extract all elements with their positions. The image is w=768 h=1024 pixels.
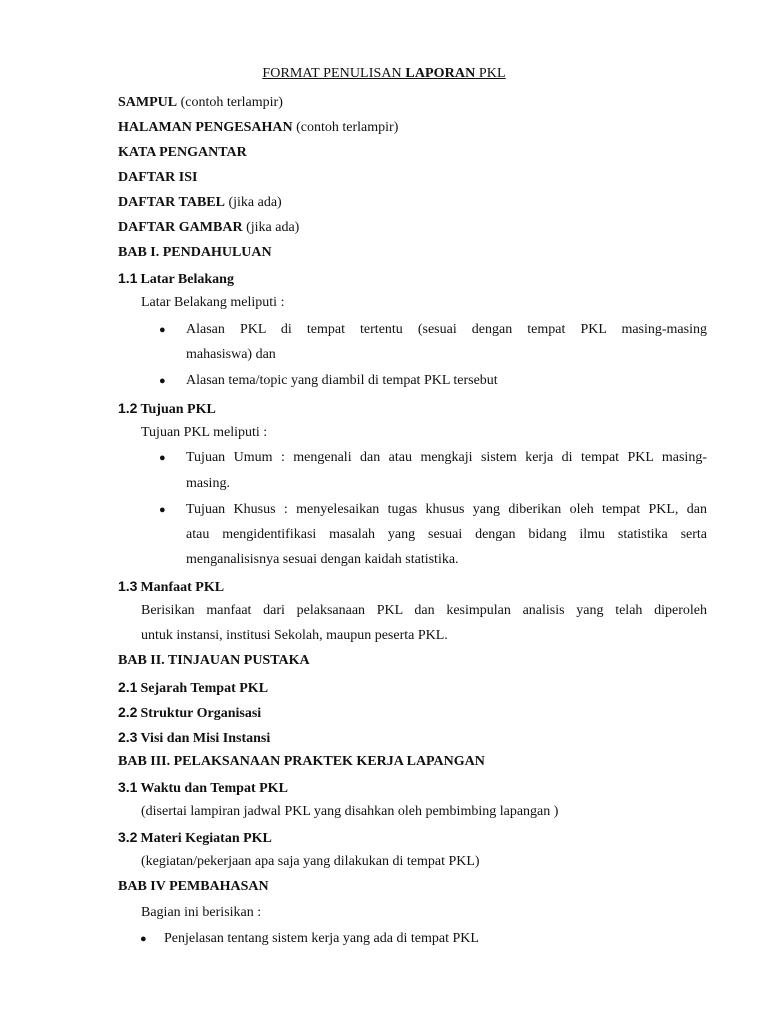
paragraph-note: (kegiatan/pekerjaan apa saja yang dilakukan di tempat PKL)	[141, 854, 480, 869]
list-item-text: atau mengidentifikasi masalah yang sesuai dengan bidang ilmu statistika serta	[186, 527, 707, 542]
subsection-1-3: 1.3 Manfaat PKL	[118, 578, 225, 595]
list-item-text: mahasiswa) dan	[186, 347, 276, 362]
section-sampul: SAMPUL (contoh terlampir)	[118, 95, 283, 110]
section-kata-pengantar: KATA PENGANTAR	[118, 145, 247, 160]
subsection-3-2: 3.2 Materi Kegiatan PKL	[118, 829, 272, 846]
page-title: FORMAT PENULISAN LAPORAN PKL	[262, 66, 506, 81]
chapter-heading-bab3: BAB III. PELAKSANAAN PRAKTEK KERJA LAPANGAN	[118, 754, 485, 769]
list-item-text: Alasan PKL di tempat tertentu (sesuai dengan tempat PKL masing-masing	[186, 322, 707, 337]
section-daftar-gambar: DAFTAR GAMBAR (jika ada)	[118, 220, 300, 235]
bullet-icon: ●	[159, 452, 166, 464]
list-item-text: menganalisisnya sesuai dengan kaidah statistika.	[186, 552, 459, 567]
chapter-heading-bab2: BAB II. TINJAUAN PUSTAKA	[118, 653, 310, 668]
chapter-heading-bab1: BAB I. PENDAHULUAN	[118, 245, 272, 260]
bullet-icon: ●	[159, 324, 166, 336]
subsection-1-1: 1.1 Latar Belakang	[118, 270, 234, 287]
list-item-text: Alasan tema/topic yang diambil di tempat PKL tersebut	[186, 373, 498, 388]
section-daftar-tabel: DAFTAR TABEL (jika ada)	[118, 195, 282, 210]
subsection-3-1: 3.1 Waktu dan Tempat PKL	[118, 779, 288, 796]
section-pengesahan: HALAMAN PENGESAHAN (contoh terlampir)	[118, 120, 399, 135]
subsection-2-3: 2.3 Visi dan Misi Instansi	[118, 729, 271, 746]
paragraph-intro: Tujuan PKL meliputi :	[141, 425, 268, 440]
paragraph-text: untuk instansi, institusi Sekolah, maupun peserta PKL.	[141, 628, 448, 643]
paragraph-intro: Bagian ini berisikan :	[141, 905, 262, 920]
subsection-2-1: 2.1 Sejarah Tempat PKL	[118, 679, 269, 696]
paragraph-note: (disertai lampiran jadwal PKL yang disahkan oleh pembimbing lapangan )	[141, 804, 559, 819]
subsection-2-2: 2.2 Struktur Organisasi	[118, 704, 262, 721]
bullet-icon: ●	[159, 504, 166, 516]
paragraph-intro: Latar Belakang meliputi :	[141, 295, 285, 310]
list-item-text: Tujuan Khusus : menyelesaikan tugas khusus yang diberikan oleh tempat PKL, dan	[186, 502, 707, 517]
chapter-heading-bab4: BAB IV PEMBAHASAN	[118, 879, 269, 894]
paragraph-text: Berisikan manfaat dari pelaksanaan PKL dan kesimpulan analisis yang telah diperoleh	[141, 603, 707, 618]
section-daftar-isi: DAFTAR ISI	[118, 170, 198, 185]
list-item-text: Penjelasan tentang sistem kerja yang ada di tempat PKL	[164, 931, 479, 946]
list-item-text: masing.	[186, 476, 230, 491]
subsection-1-2: 1.2 Tujuan PKL	[118, 400, 216, 417]
bullet-icon: ●	[159, 375, 166, 387]
bullet-icon: ●	[140, 933, 147, 945]
list-item-text: Tujuan Umum : mengenali dan atau mengkaji sistem kerja di tempat PKL masing-	[186, 450, 707, 465]
